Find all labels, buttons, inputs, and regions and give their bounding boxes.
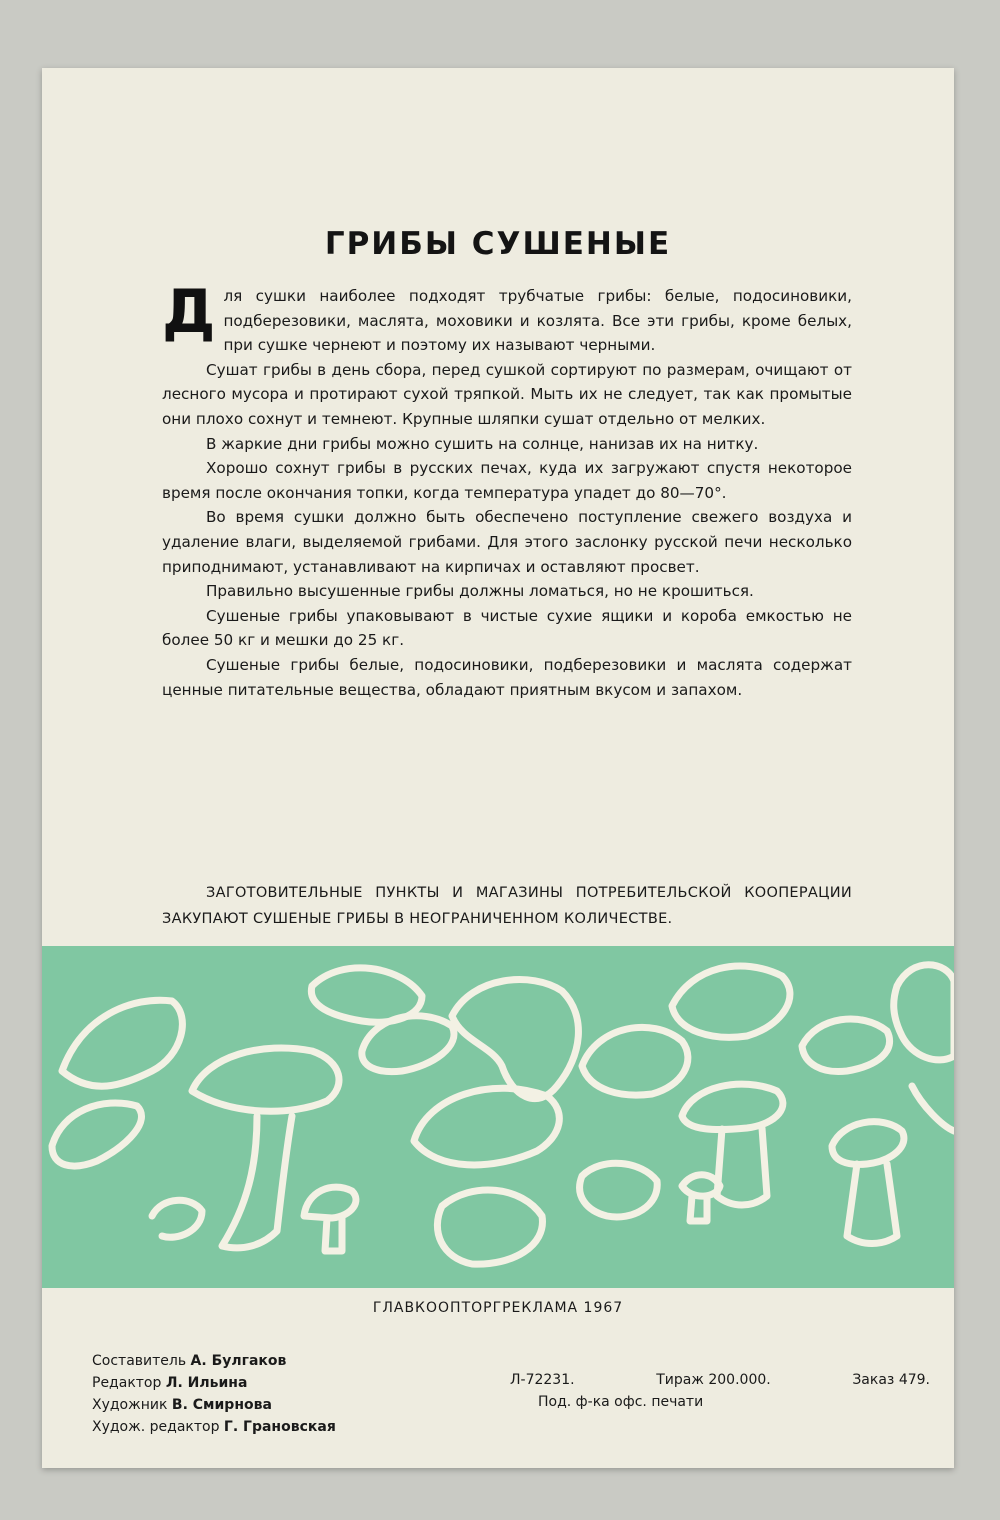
credits-block bbox=[92, 1350, 336, 1438]
mushroom-outline-18 bbox=[912, 1086, 954, 1131]
mushroom-outline-17 bbox=[894, 965, 954, 1060]
credit-art-editor: Худож. редактор Г. Грановская bbox=[92, 1419, 336, 1435]
print-order: Заказ 479. bbox=[852, 1372, 930, 1388]
mushroom-outline-3 bbox=[192, 1048, 339, 1111]
mushroom-illustration-band bbox=[42, 946, 954, 1288]
paragraph-3: В жаркие дни грибы можно сушить на солнце, нанизав их на нитку. bbox=[206, 434, 759, 453]
mushroom-illustration bbox=[42, 946, 954, 1288]
page-title: ГРИБЫ СУШЕНЫЕ bbox=[324, 226, 672, 262]
mushroom-outline-16 bbox=[832, 1122, 904, 1244]
printer-name: Под. ф-ка офс. печати bbox=[538, 1394, 704, 1410]
paragraph-1: Для сушки наиболее подходят трубчатые грибы: белые, подосиновики, подберезовики, маслята, моховики и козлята. Все эти грибы, кроме белых, при сушке чернеют и поэтому их называют черными. bbox=[162, 277, 852, 355]
mushroom-outline-13 bbox=[682, 1084, 783, 1205]
mushroom-outline-8 bbox=[452, 980, 578, 1099]
mushroom-outline-11 bbox=[582, 1027, 688, 1095]
drop-cap: Д bbox=[162, 277, 216, 347]
paragraph-4: Хорошо сохнут грибы в русских печах, куда их загружают спустя некоторое время после окончания топки, когда температура упадет до 80—70°. bbox=[162, 459, 852, 502]
print-code: Л-72231. bbox=[510, 1372, 575, 1388]
paragraph-8: Сушеные грибы белые, подосиновики, подберезовики и маслята содержат ценные питательные вещества, обладают приятным вкусом и запахом. bbox=[162, 655, 852, 699]
publisher-line: ГЛАВКООПТОРГРЕКЛАМА 1967 bbox=[372, 1300, 624, 1316]
print-info bbox=[510, 1372, 940, 1410]
paragraph-6: Правильно высушенные грибы должны ломаться, но не крошиться. bbox=[206, 582, 754, 601]
credit-editor: Редактор Л. Ильина bbox=[92, 1375, 248, 1391]
mushroom-outline-5 bbox=[304, 1187, 356, 1251]
mushroom-outline-15 bbox=[802, 1019, 890, 1072]
paragraph-2: Сушат грибы в день сбора, перед сушкой сортируют по размерам, очищают от лесного мусора и протирают сухой тряпкой. Мыть их не следует, так как промытые они плохо сохнут и темнеют. Крупные шляпки сушат отдельно от мелких. bbox=[162, 360, 852, 428]
mushroom-outline-19 bbox=[580, 1163, 658, 1217]
mushroom-outline-2 bbox=[52, 1103, 141, 1166]
credit-artist: Художник В. Смирнова bbox=[92, 1397, 272, 1413]
cooperative-notice: ЗАГОТОВИТЕЛЬНЫЕ ПУНКТЫ И МАГАЗИНЫ ПОТРЕБИТЕЛЬСКОЙ КООПЕРАЦИИ ЗАКУПАЮТ СУШЕНЫЕ ГРИБЫ В НЕОГРАНИЧЕННОМ КОЛИЧЕСТВЕ. bbox=[162, 885, 852, 927]
print-info-row bbox=[510, 1372, 930, 1388]
article-body bbox=[162, 277, 852, 702]
mushroom-outline-4 bbox=[222, 1116, 292, 1248]
mushroom-outline-10 bbox=[437, 1190, 542, 1264]
leaflet-sheet bbox=[42, 68, 954, 1468]
mushroom-outline-1 bbox=[62, 1000, 182, 1086]
mushroom-outline-20 bbox=[152, 1200, 202, 1237]
paragraph-7: Сушеные грибы упаковывают в чистые сухие ящики и короба емкостью не более 50 кг и мешки до 25 кг. bbox=[162, 606, 852, 650]
paragraph-5: Во время сушки должно быть обеспечено поступление свежего воздуха и удаление влаги, выделяемой грибами. Для этого заслонку русской печи несколько приподнимают, устанавливают на кирпичах и оставляют просвет. bbox=[162, 508, 852, 576]
mushroom-outline-12 bbox=[672, 966, 790, 1037]
credit-compiler: Составитель А. Булгаков bbox=[92, 1353, 287, 1369]
print-circulation: Тираж 200.000. bbox=[656, 1372, 771, 1388]
